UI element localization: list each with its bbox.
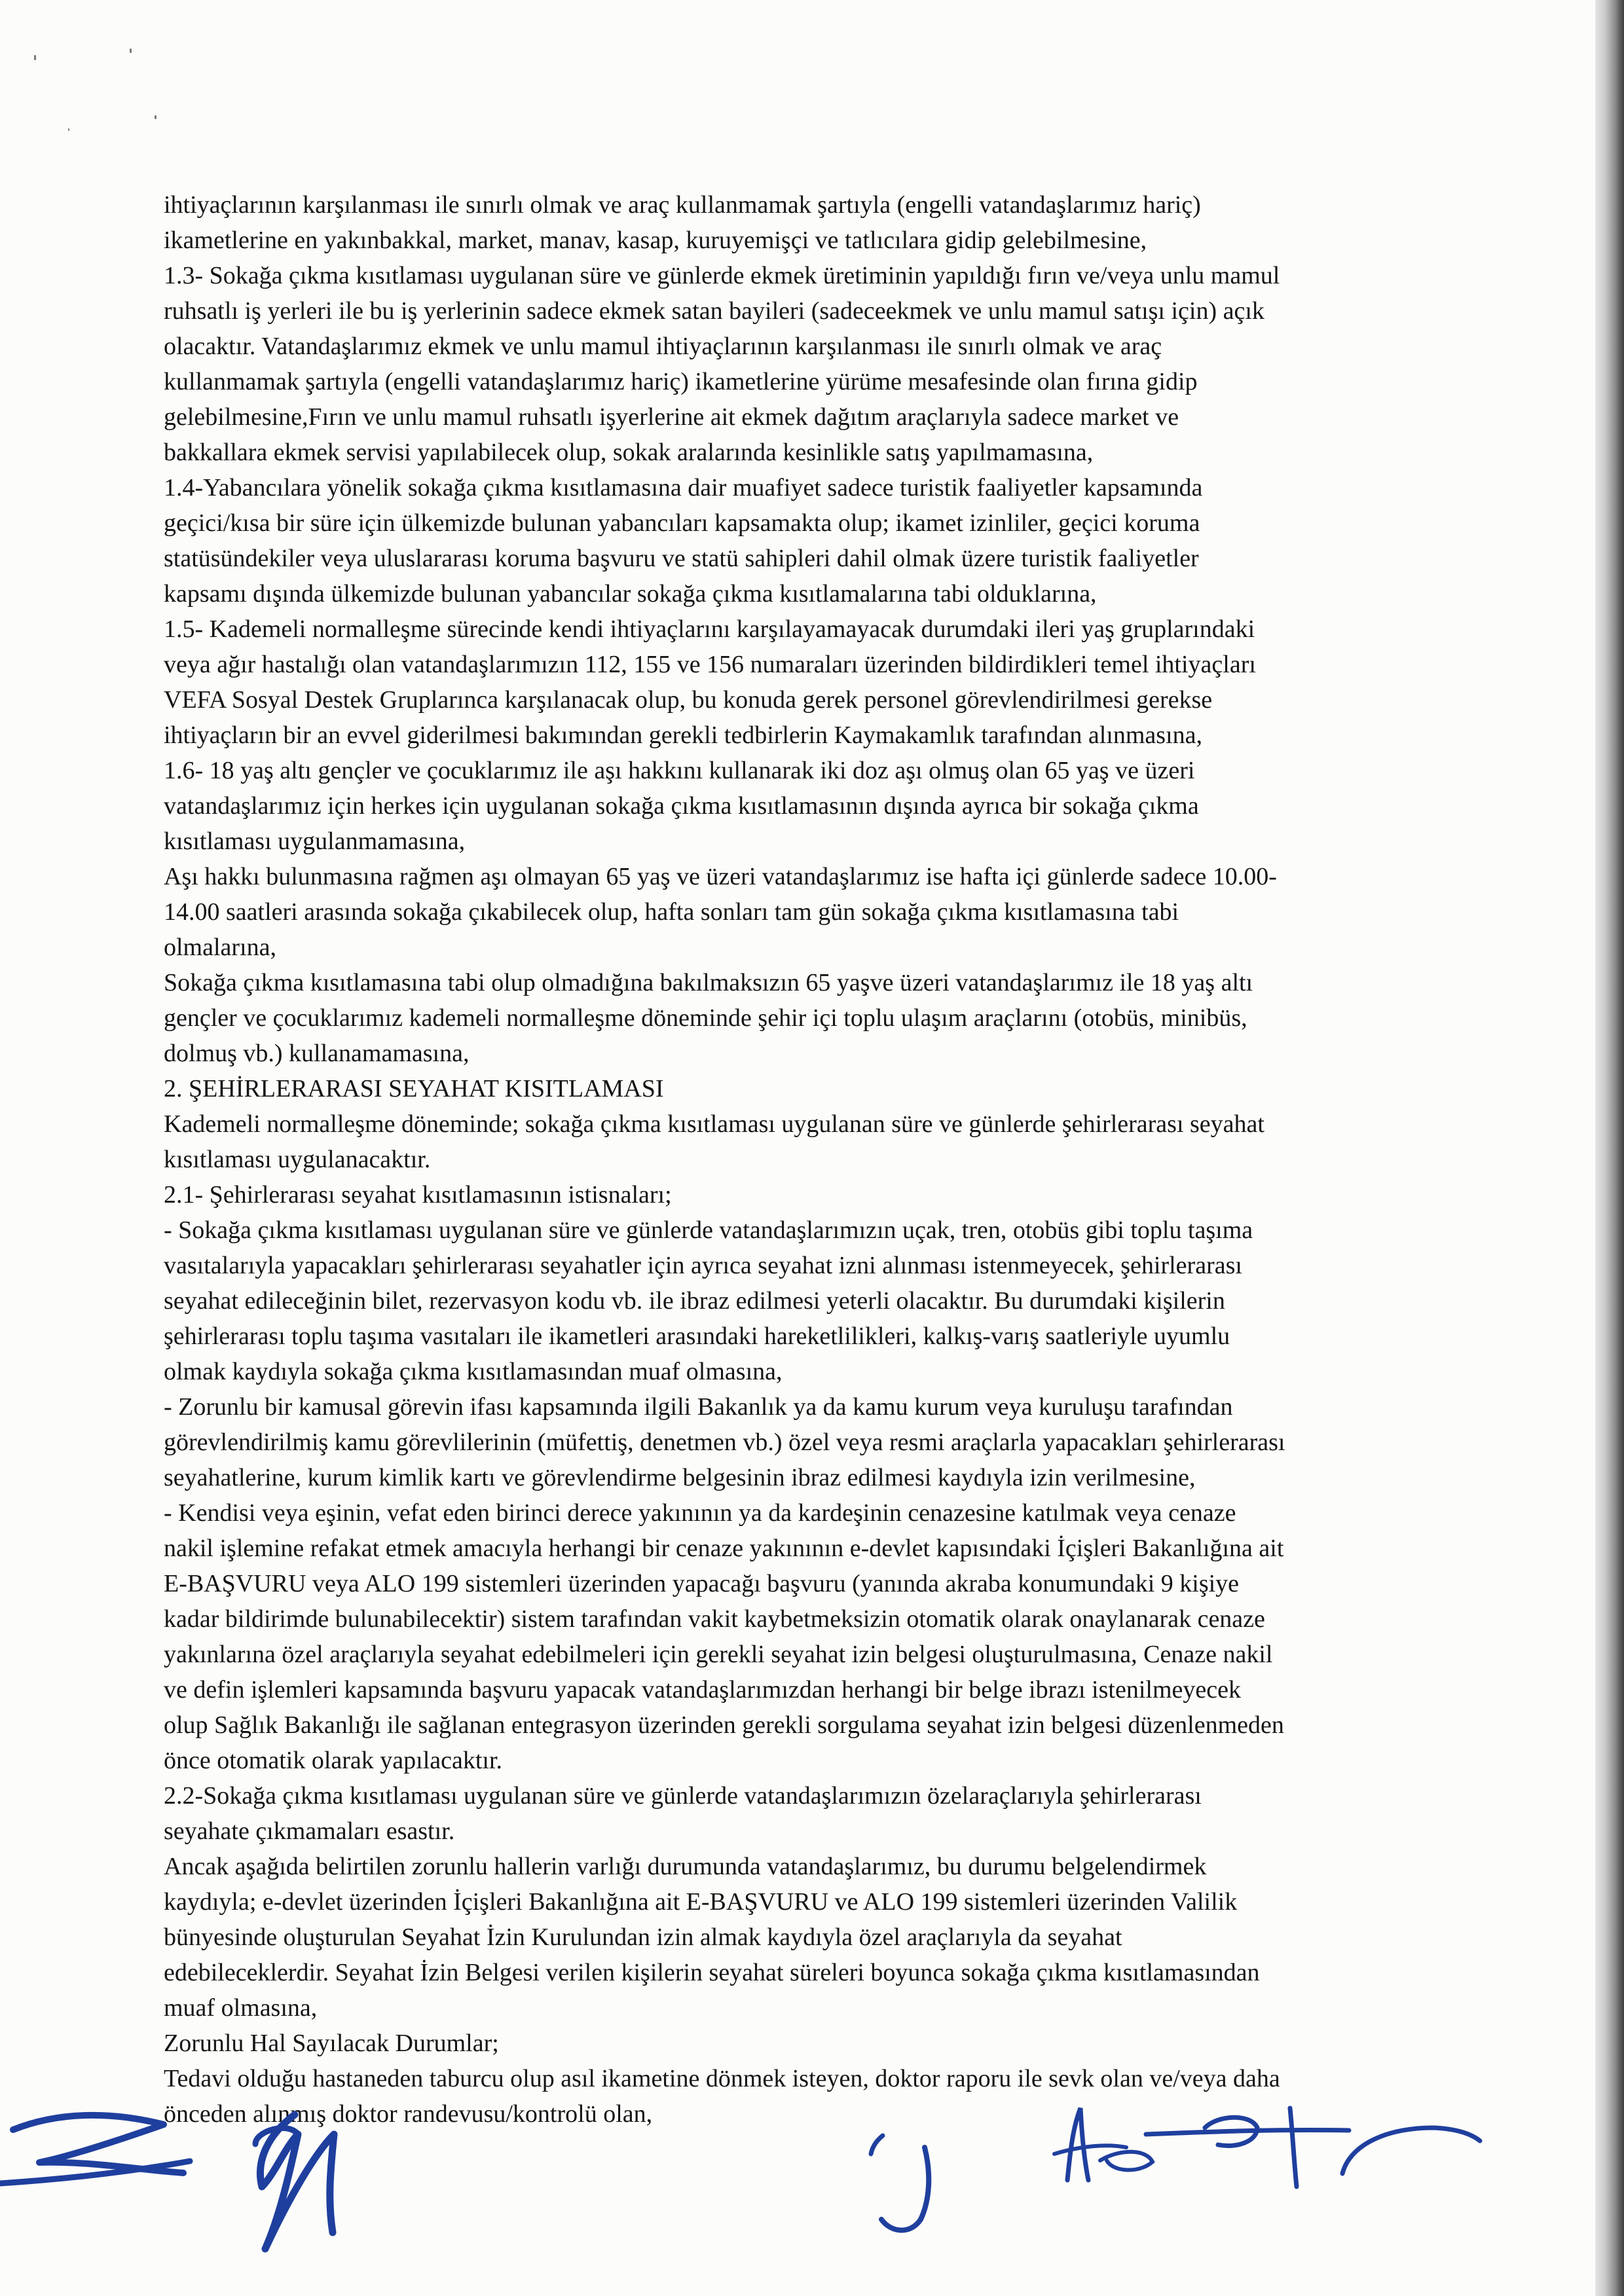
text-line: Aşı hakkı bulunmasına rağmen aşı olmayan 65 yaş ve üzeri vatandaşlarımız ise hafta içi günlerde sadece 10.00- — [164, 863, 1277, 890]
text-line: 1.6- 18 yaş altı gençler ve çocuklarımız ile aşı hakkını kullanarak iki doz aşı olmuş olan 65 yaş ve üzeri — [164, 757, 1195, 784]
text-line: E-BAŞVURU veya ALO 199 sistemleri üzerinden yapacağı başvuru (yanında akraba konumundaki 9 kişiye — [164, 1570, 1240, 1597]
text-line: olacaktır. Vatandaşlarımız ekmek ve unlu mamul ihtiyaçlarının karşılanması ile sınırlı olmak ve araç — [164, 333, 1162, 360]
text-line: 1.3- Sokağa çıkma kısıtlaması uygulanan süre ve günlerde ekmek üretiminin yapıldığı fırın ve/veya unlu mamul — [164, 262, 1280, 289]
text-line: görevlendirilmiş kamu görevlilerinin (müfettiş, denetmen vb.) özel veya resmi araçlarla yapacakları şehirlerarası — [164, 1429, 1285, 1456]
text-line: gelebilmesine,Fırın ve unlu mamul ruhsatlı işyerlerine ait ekmek dağıtım araçlarıyla sadece market ve — [164, 403, 1179, 431]
text-line: ruhsatlı iş yerleri ile bu iş yerlerinin sadece ekmek satan bayileri (sadeceekmek ve unlu mamul satışı için) açık — [164, 297, 1264, 325]
text-line: statüsündekiler veya uluslararası koruma başvuru ve statü sahipleri dahil olmak üzere turistik faaliyetler — [164, 545, 1199, 572]
text-line: ihtiyaçların bir an evvel giderilmesi bakımından gerekli tedbirlerin Kaymakamlık tarafından alınmasına, — [164, 721, 1202, 749]
text-line: önce otomatik olarak yapılacaktır. — [164, 1747, 503, 1774]
text-line: seyahat edileceğinin bilet, rezervasyon kodu vb. ile ibraz edilmesi yeterli olacaktır. Bu durumdaki kişilerin — [164, 1287, 1225, 1315]
text-line: Zorunlu Hal Sayılacak Durumlar; — [164, 2030, 499, 2057]
signature-4 — [1041, 2088, 1486, 2193]
document-body — [164, 187, 1526, 2132]
signature-1 — [0, 2105, 196, 2213]
text-line: kullanmamak şartıyla (engelli vatandaşlarımız hariç) ikametlerine yürüme mesafesinde olan fırına gidip — [164, 368, 1198, 395]
text-line: edebileceklerdir. Seyahat İzin Belgesi verilen kişilerin seyahat süreleri boyunca sokağa çıkma kısıtlamasından — [164, 1959, 1260, 1986]
text-line: 2.1- Şehirlerarası seyahat kısıtlamasının istisnaları; — [164, 1181, 672, 1209]
text-line: nakil işlemine refakat etmek amacıyla herhangi bir cenaze yakınının e-devlet kapısındaki İçişleri Bakanlığına ait — [164, 1535, 1284, 1562]
text-line: olmalarına, — [164, 934, 276, 961]
text-line: seyahatlerine, kurum kimlik kartı ve görevlendirme belgesinin ibraz edilmesi kaydıyla izin verilmesine, — [164, 1464, 1196, 1491]
text-line: - Kendisi veya eşinin, vefat eden birinci derece yakınının ya da kardeşinin cenazesine katılmak veya cenaze — [164, 1499, 1236, 1527]
scan-speck — [130, 48, 132, 53]
text-line: kadar bildirimde bulunabilecektir) sistem tarafından vakit kaybetmeksizin otomatik olarak onaylanarak cenaze — [164, 1605, 1265, 1633]
text-line: şehirlerarası toplu taşıma vasıtaları ile ikametleri arasındaki hareketlilikleri, kalkış-varış saatleriyle uyumlu — [164, 1322, 1230, 1350]
text-line: vatandaşlarımız için herkes için uygulanan sokağa çıkma kısıtlamasının dışında ayrıca bir sokağa çıkma — [164, 792, 1199, 820]
text-line: önceden alınmış doktor randevusu/kontrolü olan, — [164, 2100, 653, 2128]
text-line: olmak kaydıyla sokağa çıkma kısıtlamasından muaf olmasına, — [164, 1358, 783, 1385]
signature-2 — [216, 2095, 373, 2265]
text-line: gençler ve çocuklarımız kademeli normalleşme döneminde şehir içi toplu ulaşım araçlarını (otobüs, minibüs, — [164, 1004, 1247, 1032]
text-line: vasıtalarıyla yapacakları şehirlerarası seyahatler için ayrıca seyahat izni alınması istenmeyecek, şehirlerarası — [164, 1252, 1242, 1279]
text-line: kısıtlaması uygulanmamasına, — [164, 828, 466, 855]
text-line: kısıtlaması uygulanacaktır. — [164, 1146, 431, 1173]
text-line: geçici/kısa bir süre için ülkemizde bulunan yabancıları kapsamakta olup; ikamet izinliler, geçici koruma — [164, 509, 1200, 537]
text-line: Ancak aşağıda belirtilen zorunlu hallerin varlığı durumunda vatandaşlarımız, bu durumu belgelendirmek — [164, 1853, 1207, 1880]
text-line: ve defin işlemleri kapsamında başvuru yapacak vatandaşlarımızdan herhangi bir belge ibrazı istenilmeyecek — [164, 1676, 1241, 1704]
text-line: olup Sağlık Bakanlığı ile sağlanan entegrasyon üzerinden gerekli sorgulama seyahat izin belgesi düzenlenmeden — [164, 1711, 1284, 1739]
scan-speck — [34, 55, 36, 60]
text-line: Tedavi olduğu hastaneden taburcu olup asıl ikametine dönmek isteyen, doktor raporu ile sevk olan ve/veya daha — [164, 2065, 1280, 2092]
text-line: bakkallara ekmek servisi yapılabilecek olup, sokak aralarında kesinlikle satış yapılmamasına, — [164, 439, 1094, 466]
text-line: VEFA Sosyal Destek Gruplarınca karşılanacak olup, bu konuda gerek personel görevlendirilmesi gerekse — [164, 686, 1213, 714]
text-line: yakınlarına özel araçlarıyla seyahat edebilmeleri için gerekli seyahat izin belgesi oluşturulmasına, Cenaze nakil — [164, 1641, 1273, 1668]
text-line: 1.5- Kademeli normalleşme sürecinde kendi ihtiyaçlarını karşılayamayacak durumdaki ileri yaş gruplarındaki — [164, 615, 1255, 643]
text-line: 2.2-Sokağa çıkma kısıtlaması uygulanan süre ve günlerde vatandaşlarımızın özelaraçlarıyla şehirlerarası — [164, 1782, 1202, 1810]
text-line: ikametlerine en yakınbakkal, market, manav, kasap, kuruyemişçi ve tatlıcılara gidip gelebilmesine, — [164, 227, 1147, 254]
text-line: - Sokağa çıkma kısıtlaması uygulanan süre ve günlerde vatandaşlarımızın uçak, tren, otobüs gibi toplu taşıma — [164, 1216, 1253, 1244]
text-line: seyahate çıkmamaları esastır. — [164, 1817, 455, 1845]
scan-edge-shadow — [1595, 0, 1624, 2296]
text-line: 2. ŞEHİRLERARASI SEYAHAT KISITLAMASI — [164, 1075, 664, 1102]
text-line: bünyesinde oluşturulan Seyahat İzin Kurulundan izin almak kaydıyla özel araçlarıyla da seyahat — [164, 1923, 1122, 1951]
scan-speck — [68, 128, 69, 131]
text-line: kapsamı dışında ülkemizde bulunan yabancılar sokağa çıkma kısıtlamalarına tabi olduklarına, — [164, 580, 1097, 608]
signature-3 — [864, 2121, 943, 2239]
text-line: Kademeli normalleşme döneminde; sokağa çıkma kısıtlaması uygulanan süre ve günlerde şehirlerarası seyahat — [164, 1110, 1264, 1138]
scan-speck — [155, 115, 157, 119]
text-line: muaf olmasına, — [164, 1994, 318, 2022]
text-line: Sokağa çıkma kısıtlamasına tabi olup olmadığına bakılmaksızın 65 yaşve üzeri vatandaşlarımız ile 18 yaş altı — [164, 969, 1253, 996]
text-line: 14.00 saatleri arasında sokağa çıkabilecek olup, hafta sonları tam gün sokağa çıkma kısıtlamasına tabi — [164, 898, 1179, 926]
text-line: kaydıyla; e-devlet üzerinden İçişleri Bakanlığına ait E-BAŞVURU ve ALO 199 sistemleri üzerinden Valilik — [164, 1888, 1238, 1916]
text-line: dolmuş vb.) kullanamamasına, — [164, 1040, 470, 1067]
text-line: 1.4-Yabancılara yönelik sokağa çıkma kısıtlamasına dair muafiyet sadece turistik faaliyetler kapsamında — [164, 474, 1203, 501]
text-line: veya ağır hastalığı olan vatandaşlarımızın 112, 155 ve 156 numaraları üzerinden bildirdikleri temel ihtiyaçları — [164, 651, 1256, 678]
text-line: - Zorunlu bir kamusal görevin ifası kapsamında ilgili Bakanlık ya da kamu kurum veya kuruluşu tarafından — [164, 1393, 1233, 1421]
text-line: ihtiyaçlarının karşılanması ile sınırlı olmak ve araç kullanmamak şartıyla (engelli vatandaşlarımız hariç) — [164, 191, 1201, 219]
